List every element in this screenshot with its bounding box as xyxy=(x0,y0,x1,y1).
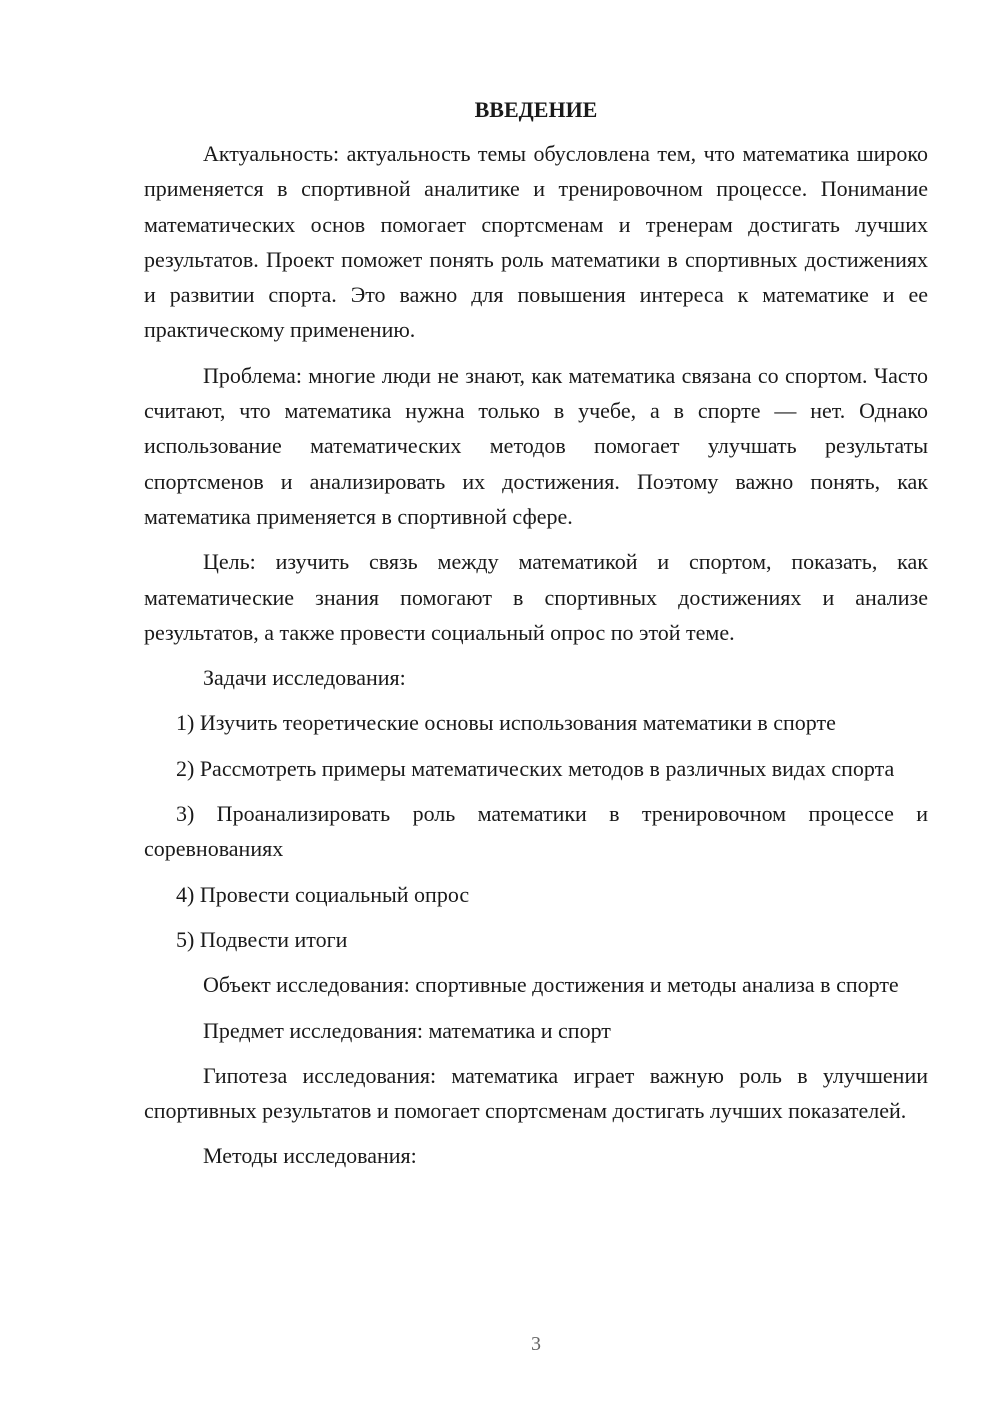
task-item-4: 4) Провести социальный опрос xyxy=(176,881,470,907)
page-number: 3 xyxy=(531,1333,541,1355)
tasks-heading: Задачи исследования: xyxy=(203,665,406,691)
paragraph-problem: Проблема: многие люди не знают, как математика связана со спортом. Часто считают, что математика нужна только в учебе, а в спорте — нет. Однако использование математических методов помогает улучшать результаты спортсменов и анализировать их достижения. Поэтому важно понять, как математика применяется в спортивной сфере. xyxy=(144,362,928,529)
section-title: ВВЕДЕНИЕ xyxy=(474,97,598,122)
paragraph-subject: Предмет исследования: математика и спорт xyxy=(203,1017,611,1043)
paragraph-object: Объект исследования: спортивные достижения и методы анализа в спорте xyxy=(203,972,899,998)
methods-heading: Методы исследования: xyxy=(203,1143,417,1169)
task-item-3: 3) Проанализировать роль математики в тренировочном процессе и соревнованиях xyxy=(144,801,928,862)
paragraph-goal: Цель: изучить связь между математикой и спортом, показать, как математические знания помогают в спортивных достижениях и анализе результатов, а также провести социальный опрос по этой теме. xyxy=(144,549,928,645)
document-page xyxy=(144,92,928,1184)
task-item-5: 5) Подвести итоги xyxy=(176,926,348,952)
paragraph-relevance: Актуальность: актуальность темы обусловлена тем, что математика широко применяется в спортивной аналитике и тренировочном процессе. Понимание математических основ помогает спортсменам и тренерам достигать лучших результатов. Проект поможет понять роль математики в спортивных достижениях и развитии спорта. Это важно для повышения интереса к математике и ее практическому применению. xyxy=(144,141,928,343)
task-item-2: 2) Рассмотреть примеры математических методов в различных видах спорта xyxy=(176,755,895,781)
task-item-1: 1) Изучить теоретические основы использования математики в спорте xyxy=(176,710,836,736)
paragraph-hypothesis: Гипотеза исследования: математика играет важную роль в улучшении спортивных результатов и помогает спортсменам достигать лучших показателей. xyxy=(144,1062,928,1124)
